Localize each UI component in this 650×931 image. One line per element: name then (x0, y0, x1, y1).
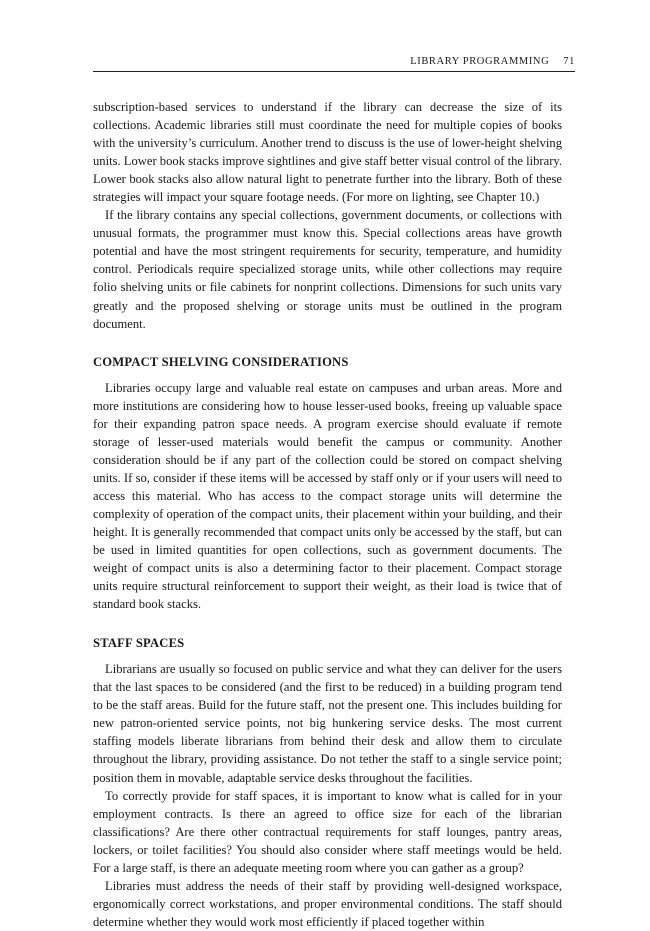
running-head (93, 56, 575, 70)
section-heading-staff-spaces: STAFF SPACES (93, 636, 185, 651)
section-heading-compact-shelving: COMPACT SHELVING CONSIDERATIONS (93, 354, 349, 369)
page-number: 71 (563, 56, 575, 67)
paragraph: Librarians are usually so focused on public service and what they can deliver for the users that the last spaces to be considered (and the first to be reduced) in a building program tend to be the staff areas. Build for the future staff, not the present one. This includes building for new patron-oriented service points, not big hunkering service desks. The most current staffing models liberate librarians from behind their desk and allow them to circulate throughout the library, providing assistance. Do not tether the staff to a single service point; position them in movable, adaptable service desks throughout the facilities. (93, 662, 562, 785)
paragraph: If the library contains any special collections, government documents, or collections with unusual formats, the programmer must know this. Special collections areas have growth potential and have the most stringent requirements for security, temperature, and humidity control. Periodicals require specialized storage units, while other collections may require folio shelving units or file cabinets for nonprint collections. Dimensions for such units vary greatly and the proposed shelving or storage units must be outlined in the program document. (93, 208, 562, 331)
paragraph: Libraries must address the needs of their staff by providing well-designed workspace, ergonomically correct workstations, and proper environmental conditions. The staff should determine whether they would work most efficiently if placed together within (93, 878, 562, 929)
paragraph: Libraries occupy large and valuable real estate on campuses and urban areas. More and more institutions are considering how to house lesser-used books, freeing up valuable space for their expanding patron space needs. A program exercise should evaluate if remote storage of lesser-used materials would benefit the campus or community. Another consideration should be if any part of the collection could be stored on compact shelving units. If so, consider if these items will be accessed by staff only or if your users will need to access this material. Who has access to the compact storage units will determine the complexity of operation of the compact units, their placement within your building, and their height. It is generally recommended that compact units only be accessed by the staff, but can be used in limited quantities for open collections, such as government documents. The weight of compact units is also a determining factor to their placement. Compact storage units require structural reinforcement to support their weight, as their load is twice that of standard book stacks. (93, 380, 562, 612)
running-title: LIBRARY PROGRAMMING (410, 56, 550, 67)
header-rule (93, 71, 575, 72)
paragraph: subscription-based services to understand if the library can decrease the size of its collections. Academic libraries still must coordinate the need for multiple copies of books with the university’s curriculum. Another trend to discuss is the use of lower-height shelving units. Lower book stacks improve sightlines and give staff better visual control of the library. Lower book stacks also allow natural light to penetrate further into the library. Both of these strategies will impact your square footage needs. (For more on lighting, see Chapter 10.) (93, 100, 563, 205)
body-text (93, 98, 562, 931)
paragraph: To correctly provide for staff spaces, it is important to know what is called for in your employment contracts. Is there an agreed to office size for each of the librarian classifications? Are there other contractual requirements for staff lounges, pantry areas, lockers, or toilet facilities? You should also consider where staff meetings would be held. For a large staff, is there an adequate meeting room where you can gather as a group? (93, 788, 562, 875)
